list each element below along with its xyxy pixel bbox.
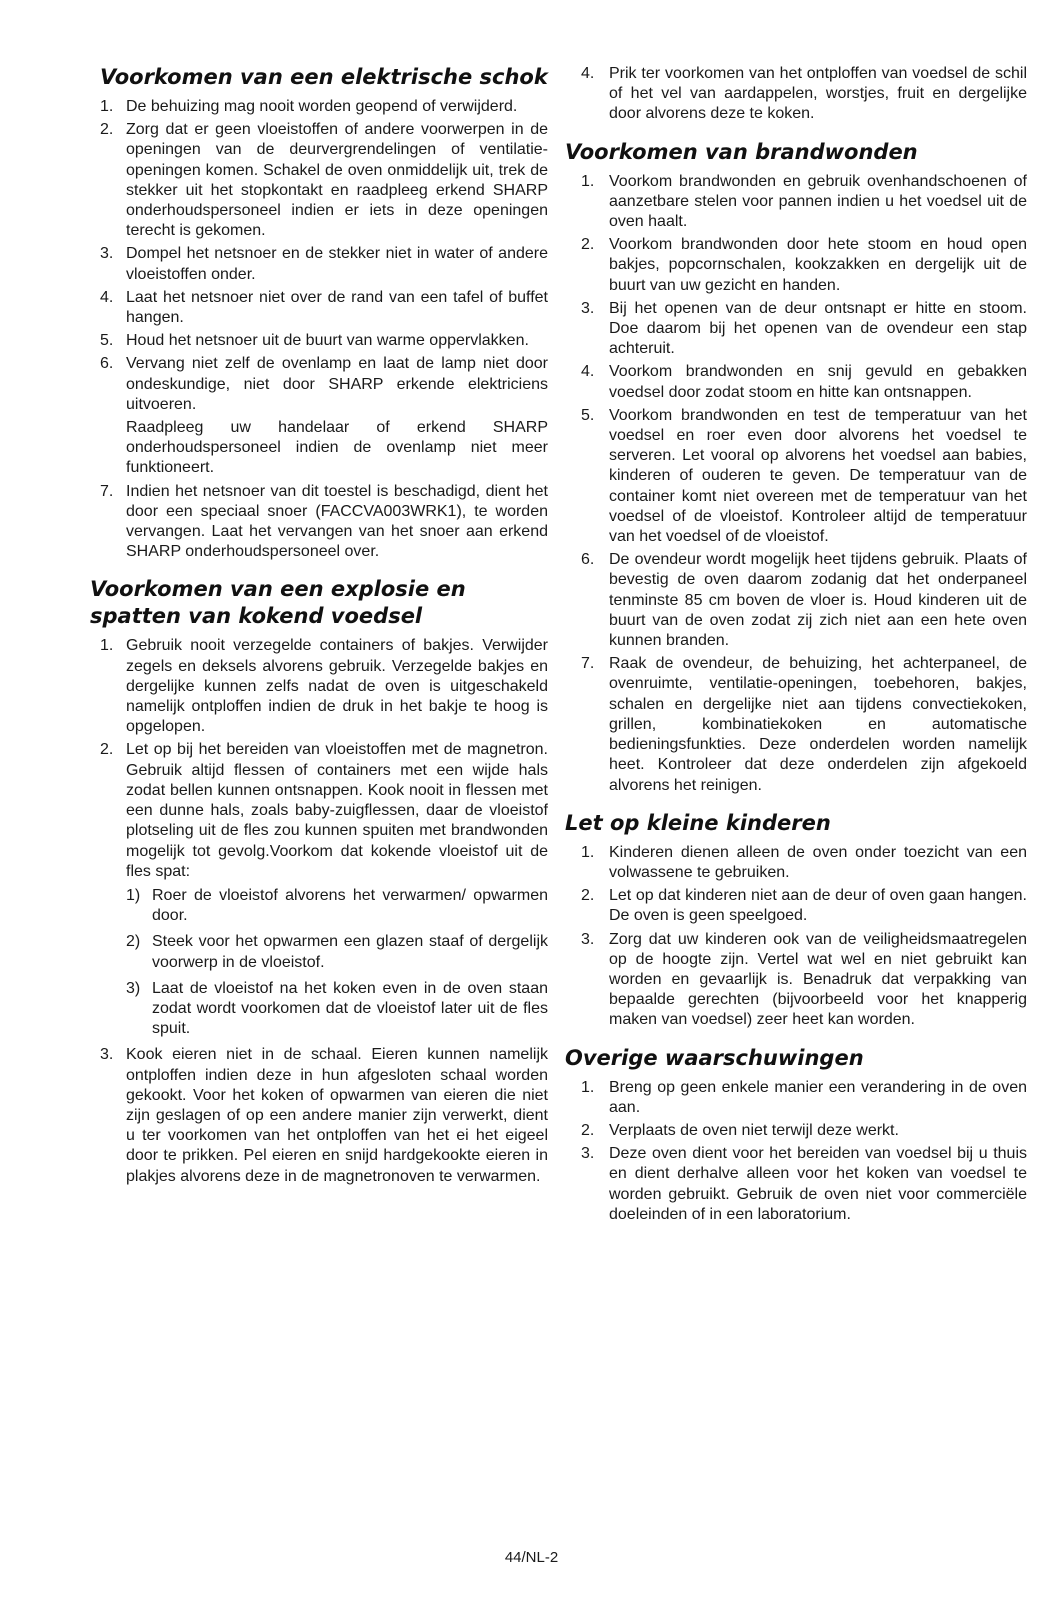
sub-item-number: 1) [126,886,141,904]
list-item [565,1144,1027,1225]
page-number: 44/NL-2 [504,1549,559,1566]
item-number: 1. [581,172,595,190]
sub-item-text: Roer de vloeistof alvorens het verwarmen/ opwarmen door. [152,886,548,925]
item-number: 5. [100,332,114,350]
list-item [565,654,1027,795]
list-item [565,299,1027,360]
list-item [90,120,548,241]
item-text: De behuizing mag nooit worden geopend of verwijderd. [126,98,518,115]
list-item [90,331,548,351]
item-text: Dompel het netsnoer en de stekker niet in water of andere vloeistoffen onder. [126,245,548,283]
section-title-other-warnings: Overige waarschuwingen [565,1045,864,1070]
list-item [90,482,548,563]
list-item [565,235,1027,296]
item-number: 4. [100,288,114,306]
item-text: Kook eieren niet in de schaal. Eieren kunnen namelijk ontploffen indien deze in hun afgesloten schaal worden gekookt. Voor het koken of opwarmen van eieren die niet zijn geslagen of op een andere manier zijn verwerkt, dient u ter voorkomen van het ontploffen van het ei het eigeel door te prikken. Pel eieren en snijd hardgekookte eieren in plakjes alvorens deze in de magnetronoven te verwarmen. [126,1046,548,1185]
electric-shock-list [90,97,548,562]
list-item [90,288,548,328]
burns-list [565,172,1027,796]
explosion-list-continued [565,64,1027,125]
list-item [565,930,1027,1031]
list-item [90,740,548,1039]
item-number: 2. [581,887,595,905]
item-number: 7. [100,482,114,500]
item-number: 5. [581,406,595,424]
left-column [90,64,548,1190]
item-text: Deze oven dient voor het bereiden van voedsel bij u thuis en dient derhalve alleen voor het koken van voedsel te worden gebruikt. Gebruik de oven niet voor commerciële doeleinden of in een laboratorium. [609,1145,1027,1223]
item-number: 3. [100,1046,114,1064]
item-number: 3. [581,1145,595,1163]
sub-list [126,886,548,1039]
item-text: Vervang niet zelf de ovenlamp en laat de lamp niet door ondeskundige, niet door SHARP erkende elektriciens uitvoeren. [126,355,548,413]
item-number: 6. [100,355,114,373]
sub-list-item [126,886,548,926]
item-text: Let op bij het bereiden van vloeistoffen met de magnetron. Gebruik altijd flessen of containers met een wijde hals zodat bellen kunnen ontsnappen. Kook nooit in flessen met een dunne hals, zoals baby-zuigflessen, daar de vloeistof plotseling uit de fles zou kunnen spuiten met brandwonden mogelijk tot gevolg.Voorkom dat kokende vloeistof uit de fles spat: [126,741,548,880]
item-extra-text: Raadpleeg uw handelaar of erkend SHARP onderhoudspersoneel indien de ovenlamp niet meer funktioneert. [126,419,548,477]
item-text: Raak de ovendeur, de behuizing, het achterpaneel, de ovenruimte, ventilatie-openingen, toebehoren, bakjes, schalen en dergelijke niet aan tijdens convectiekoken, grillen, kombinatiekoken en automatische bedieningsfunkties. Deze onderdelen worden namelijk heet. Kontroleer dat deze onderdelen zijn afgekoeld alvorens het reinigen. [609,655,1027,794]
item-number: 6. [581,551,595,569]
item-number: 2. [581,1121,595,1139]
item-number: 3. [581,930,595,948]
item-text: Voorkom brandwonden en test de temperatuur van het voedsel en roer even door alvorens het voedsel te serveren. Let vooral op alvorens het voedsel aan babies, kinderen of ouderen te geven. De temperatuur van de container komt niet overeen met de temperatuur van het voedsel of de vloeistof. Kontroleer altijd de temperatuur van het voedsel of de vloeistof. [609,406,1027,546]
sub-item-text: Steek voor het opwarmen een glazen staaf of dergelijk voorwerp in de vloeistof. [152,933,548,971]
item-text: Indien het netsnoer van dit toestel is beschadigd, dient het door een speciaal snoer (FACCVA003WRK1), te worden vervangen. Laat het vervangen van het snoer aan erkend SHARP onderhoudspersoneel over. [126,482,548,561]
item-text: Zorg dat uw kinderen ook van de veiligheidsmaatregelen op de hoogte zijn. Vertel wat wel en niet gebruikt kan worden en gevaarlijk is. Benadruk dat verpakking van bepaalde gerechten (bijvoorbeeld voor het knapperig maken van voedsel) zeer heet kan worden. [609,930,1027,1029]
list-item [565,64,1027,125]
item-text: De ovendeur wordt mogelijk heet tijdens gebruik. Plaats of bevestig de oven daarom zodanig dat het onderpaneel tenminste 85 cm boven de vloer is. Houd kinderen uit de buurt van de oven zodat zij zich niet aan een hete oven kunnen branden. [609,551,1027,650]
item-number: 1. [100,98,114,115]
sub-list-item [126,979,548,1040]
item-number: 2. [100,121,114,139]
right-column [565,64,1027,1228]
list-item [565,550,1027,651]
item-number: 2. [100,741,114,759]
item-text: Kinderen dienen alleen de oven onder toezicht van een volwassene te gebruiken. [609,843,1027,881]
list-item [565,886,1027,926]
item-number: 3. [581,299,595,317]
item-text: Gebruik nooit verzegelde containers of bakjes. Verwijder zegels en deksels alvorens gebruik. Verzegelde bakjes en dergelijke kunnen zelfs nadat de oven is uitgeschakeld namelijk ontploffen indien de druk in het bakje te hoog is opgelopen. [126,637,548,736]
explosion-list [90,636,548,1186]
item-number: 3. [100,245,114,263]
sub-item-number: 2) [126,933,141,951]
children-list [565,843,1027,1031]
list-item [565,172,1027,233]
item-text: Voorkom brandwonden door hete stoom en houd open bakjes, popcornschalen, kookzakken en dergelijk uit de buurt van uw gezicht en handen. [609,236,1027,294]
item-text: Let op dat kinderen niet aan de deur of oven gaan hangen. De oven is geen speelgoed. [609,887,1027,925]
list-item [565,843,1027,883]
list-item [90,354,548,478]
item-number: 1. [581,843,595,861]
sub-item-number: 3) [126,979,141,997]
item-text: Houd het netsnoer uit de buurt van warme oppervlakken. [126,332,529,350]
sub-item-text: Laat de vloeistof na het koken even in de oven staan zodat wordt voorkomen dat de vloeistof later uit de fles spuit. [152,979,548,1038]
item-text: Zorg dat er geen vloeistoffen of andere voorwerpen in de openingen van de deurvergrendelingen of ventilatie-openingen komen. Schakel de oven onmiddelijk uit, trek de stekker uit het stopkontakt en raadpleeg erkend SHARP onderhoudspersoneel indien er iets in deze openingen terecht is gekomen. [126,121,548,240]
item-number: 4. [581,65,595,82]
item-text: Breng op geen enkele manier een verandering in de oven aan. [609,1078,1027,1116]
list-item [565,1078,1027,1118]
sub-list-item [126,932,548,972]
section-title-children: Let op kleine kinderen [565,810,831,835]
item-number: 4. [581,363,595,381]
other-warnings-list [565,1078,1027,1225]
list-item [565,362,1027,402]
item-text: Verplaats de oven niet terwijl deze werkt. [609,1121,899,1139]
list-item [90,636,548,737]
list-item [90,244,548,284]
list-item [90,1045,548,1186]
section-title-explosion: Voorkomen van een explosie en spatten van kokend voedsel [90,577,466,629]
item-text: Prik ter voorkomen van het ontploffen van voedsel de schil of het vel van aardappelen, worstjes, fruit en dergelijke door alvorens deze te koken. [609,65,1027,123]
section-title-electric-shock: Voorkomen van een elektrische schok [100,65,548,89]
list-item [565,406,1027,547]
item-text: Voorkom brandwonden en gebruik ovenhandschoenen of aanzetbare stelen voor pannen indien u het voedsel uit de oven haalt. [609,172,1027,231]
item-number: 7. [581,655,595,673]
item-text: Voorkom brandwonden en snij gevuld en gebakken voedsel door zodat stoom en hitte kan ontsnappen. [609,363,1027,401]
item-number: 2. [581,236,595,254]
list-item [565,1121,1027,1141]
item-number: 1. [581,1078,595,1096]
item-number: 1. [100,637,114,655]
item-text: Laat het netsnoer niet over de rand van een tafel of buffet hangen. [126,288,548,327]
list-item [90,97,548,117]
section-title-burns: Voorkomen van brandwonden [565,139,918,164]
item-text: Bij het openen van de deur ontsnapt er hitte en stoom. Doe daarom bij het openen van de ovendeur een stap achteruit. [609,299,1027,358]
